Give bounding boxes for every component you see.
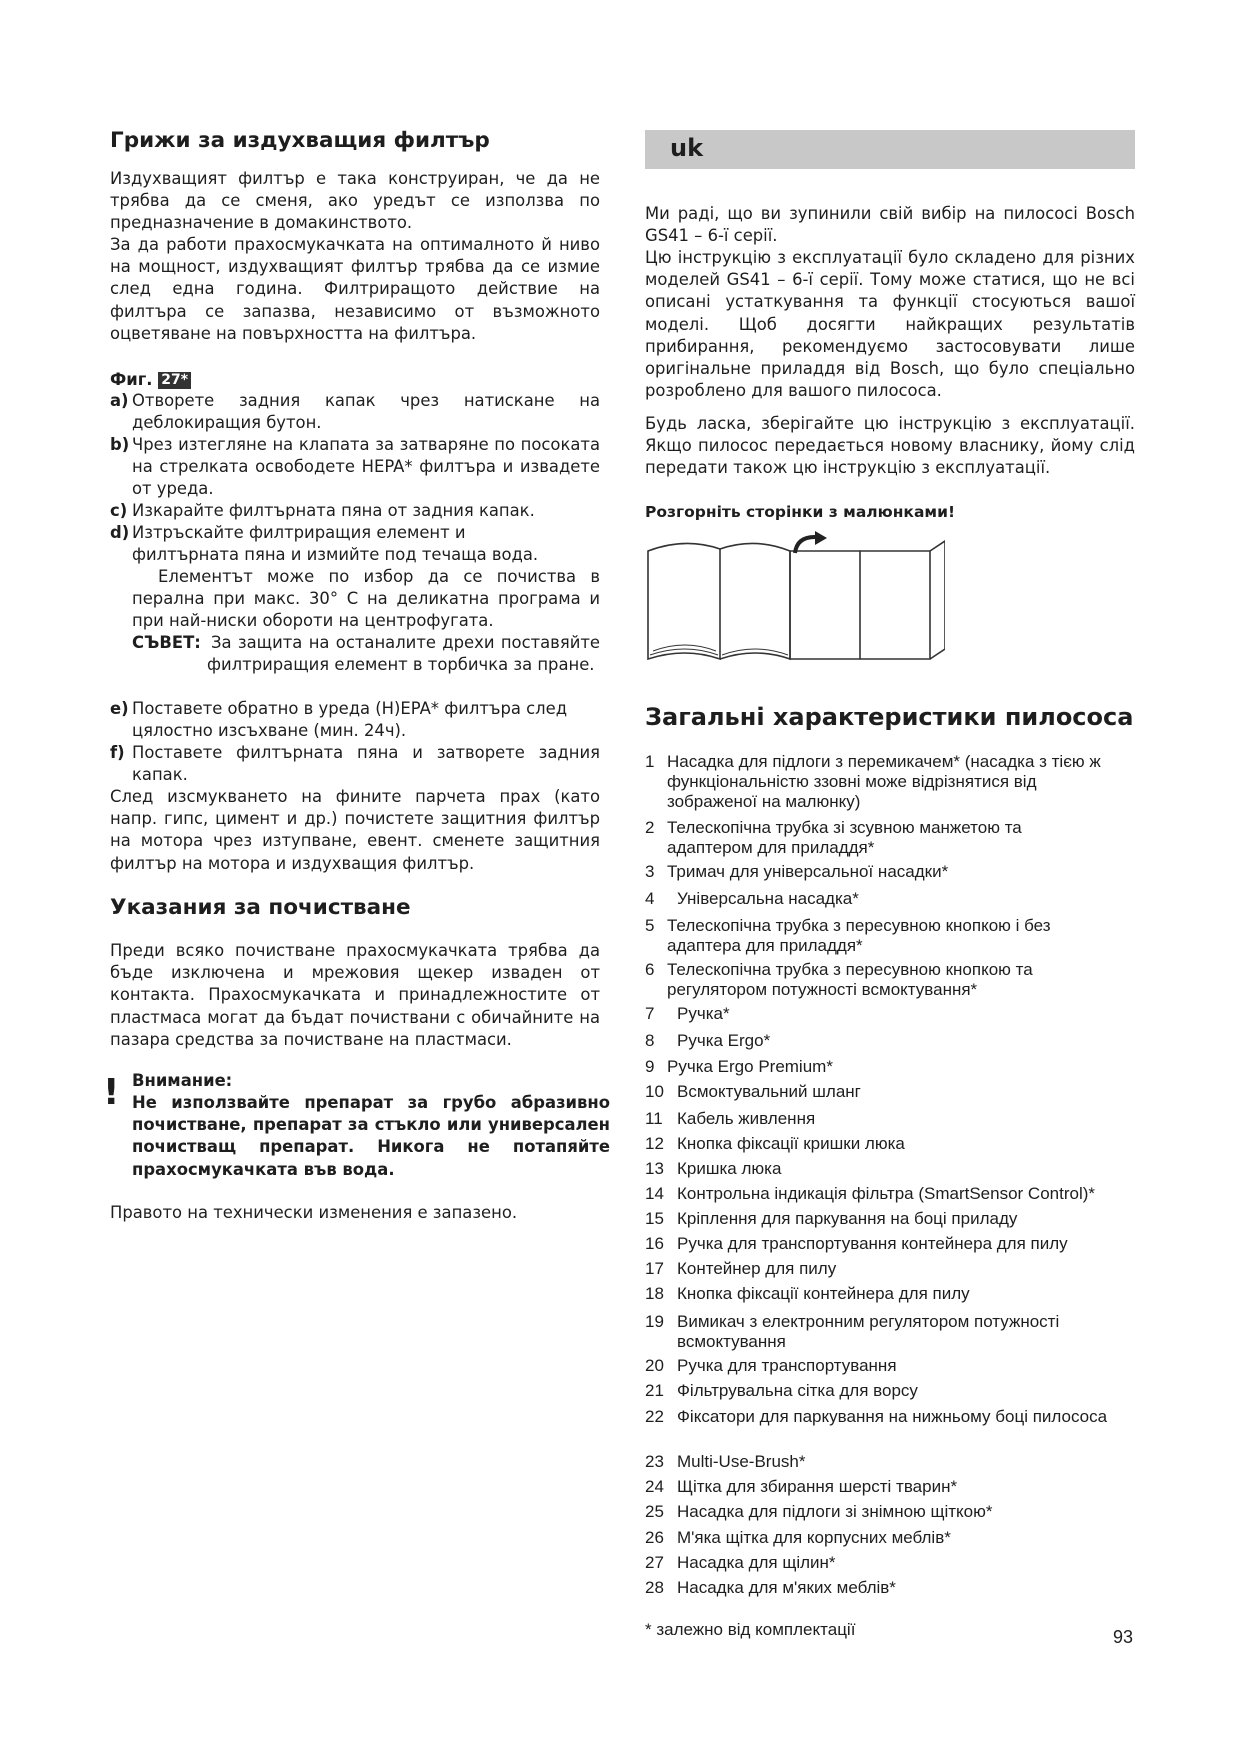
heading-exhaust-filter: Грижи за издухващия филтър xyxy=(110,128,490,153)
item-number: 13 xyxy=(645,1159,664,1178)
step-b-label: b) xyxy=(110,435,130,454)
page-right-1 xyxy=(790,551,860,659)
step-e-text: Поставете обратно в уреда (H)EPA* филтъра след цялостно изсъхване (мин. 24ч). xyxy=(132,699,568,741)
item-number: 12 xyxy=(645,1134,664,1153)
item-number: 20 xyxy=(645,1356,664,1375)
page-right-2 xyxy=(860,551,930,659)
item-text: М'яка щітка для корпусних меблів* xyxy=(677,1528,951,1547)
item-text: Вимикач з електронним регулятором потужності всмоктування xyxy=(677,1312,1060,1351)
item-text: Кабель живлення xyxy=(677,1109,816,1128)
warning-text: Не използвайте препарат за грубо абразивно почистване, препарат за стъкло или универсален почистващ препарат. Никога не потапяйте прахосмукачката във вода. xyxy=(132,1093,610,1179)
page-left-1 xyxy=(648,543,720,659)
item-text: Всмоктувальний шланг xyxy=(677,1082,861,1101)
language-bar xyxy=(645,130,1135,169)
item-text: Телескопічна трубка зі зсувною манжетою та адаптером для приладдя* xyxy=(667,818,1022,857)
warning-icon: ! xyxy=(103,1072,120,1113)
item-text: Кнопка фіксації кришки люка xyxy=(677,1134,905,1153)
paragraph-welcome: Ми раді, що ви зупинили свій вибір на пилососі Bosch GS41 – 6-ї серії. xyxy=(645,204,1135,246)
item-number: 5 xyxy=(645,916,655,935)
tip-label: СЪВЕТ: xyxy=(132,633,201,652)
item-number: 6 xyxy=(645,960,655,979)
item-number: 4 xyxy=(645,889,655,908)
item-text: Ручка для транспортування контейнера для пилу xyxy=(677,1234,1068,1253)
step-b xyxy=(110,434,600,499)
item-text: Тримач для універсальної насадки* xyxy=(667,862,949,881)
step-f-label: f) xyxy=(110,743,125,762)
page-left-2 xyxy=(720,543,790,659)
paragraph-motor-filter: След изсмукването на фините парчета прах (като напр. гипс, цимент и др.) почистете защитния филтър на мотора чрез изтупване, евент. сменете защитния филтър на мотора и издухващия филтър. xyxy=(110,787,600,873)
item-text: Кнопка фіксації контейнера для пилу xyxy=(677,1284,970,1303)
item-number: 22 xyxy=(645,1407,664,1426)
item-number: 15 xyxy=(645,1209,664,1228)
tip-text: За защита на останалите дрехи поставяйте филтриращия елемент в торбичка за пране. xyxy=(207,633,600,675)
item-text: Ручка Ergo Premium* xyxy=(667,1057,833,1076)
item-number: 26 xyxy=(645,1528,664,1547)
heading-cleaning: Указания за почистване xyxy=(110,895,411,920)
step-e-label: e) xyxy=(110,699,129,718)
step-f xyxy=(110,742,600,785)
item-text: Ручка Ergo* xyxy=(677,1031,771,1050)
item-number: 17 xyxy=(645,1259,664,1278)
item-number: 19 xyxy=(645,1312,664,1331)
step-d-washing-note: Елементът може по избор да се почиства в перална при макс. 30° C на деликатна програма и при най-ниски обороти на центрофугата. xyxy=(132,567,600,631)
item-text: Насадка для підлоги з перемикачем* (насадка з тією ж функціональністю ззовні може відрізнятися від зображеної на малюнку) xyxy=(667,752,1101,811)
step-a xyxy=(110,390,600,433)
item-number: 8 xyxy=(645,1031,655,1050)
unfold-pages-note: Розгорніть сторінки з малюнками! xyxy=(645,503,956,521)
item-number: 28 xyxy=(645,1578,664,1597)
step-d-text: Изтръскайте филтриращия елемент и филтърната пяна и измийте под течаща вода. xyxy=(132,523,539,565)
step-d-label: d) xyxy=(110,523,130,542)
item-number: 23 xyxy=(645,1452,664,1471)
step-d xyxy=(110,522,600,565)
figure-reference xyxy=(110,369,191,391)
page-number: 93 xyxy=(1113,1627,1134,1647)
item-text: Насадка для м'яких меблів* xyxy=(677,1578,896,1597)
item-number: 11 xyxy=(645,1109,663,1128)
item-number: 18 xyxy=(645,1284,664,1303)
item-text: Телескопічна трубка з пересувною кнопкою та регулятором потужності всмоктування* xyxy=(667,960,1033,999)
footnote: * залежно від комплектації xyxy=(645,1620,856,1639)
item-number: 14 xyxy=(645,1184,664,1203)
item-number: 27 xyxy=(645,1553,664,1572)
item-text: Телескопічна трубка з пересувною кнопкою і без адаптера для приладдя* xyxy=(667,916,1051,955)
paragraph-rights-reserved: Правото на технически изменения е запазено. xyxy=(110,1203,518,1222)
item-number: 1 xyxy=(645,752,655,771)
step-c-text: Изкарайте филтърната пяна от задния капак. xyxy=(132,501,535,520)
paragraph-filter-intro: Издухващият филтър е така конструиран, че да не трябва да се сменя, ако уредът се използва по предназначение в домакинството. xyxy=(110,169,600,233)
item-text: Фільтрувальна сітка для ворсу xyxy=(677,1381,918,1400)
paragraph-keep-manual: Будь ласка, зберігайте цю інструкцію з експлуатації. Якщо пилосос передається новому власнику, йому слід передати також цю інструкцію з експлуатації. xyxy=(645,414,1135,478)
step-a-label: a) xyxy=(110,391,129,410)
item-number: 9 xyxy=(645,1057,655,1076)
item-text: Насадка для щілин* xyxy=(677,1553,836,1572)
language-code: uk xyxy=(670,134,704,162)
figure-number-badge: 27* xyxy=(158,372,191,389)
item-text: Універсальна насадка* xyxy=(677,889,859,908)
item-text: Кріплення для паркування на боці приладу xyxy=(677,1209,1018,1228)
item-text: Контейнер для пилу xyxy=(677,1259,837,1278)
paragraph-models: Цю інструкцію з експлуатації було складено для різних моделей GS41 – 6-ї серії. Тому може статися, що не всі описані устаткування та функції стосуються вашої моделі. Щоб досягти найкращих результатів прибирання, рекомендуємо застосовувати лише оригінальне приладдя від Bosch, що було спеціально розроблено для вашого пилососа. xyxy=(645,248,1135,401)
tip xyxy=(132,632,600,675)
paragraph-cleaning: Преди всяко почистване прахосмукачката трябва да бъде изключена и мрежовия щекер изваден от контакта. Прахосмукачката и принадлежностите от пластмаса могат да бъдат почиствани с обичайните на пазара средства за почистване на пластмаси. xyxy=(110,941,600,1049)
item-number: 7 xyxy=(645,1004,655,1023)
step-f-text: Поставете филтърната пяна и затворете задния капак. xyxy=(132,743,600,785)
page-fold-edge xyxy=(930,541,945,659)
item-text: Ручка для транспортування xyxy=(677,1356,897,1375)
item-number: 2 xyxy=(645,818,655,837)
item-number: 10 xyxy=(645,1082,664,1101)
step-e xyxy=(110,698,600,741)
heading-general-characteristics: Загальні характеристики пилососа xyxy=(645,703,1134,731)
step-c-label: c) xyxy=(110,501,128,520)
warning-title: Внимание: xyxy=(132,1071,233,1090)
item-text: Насадка для підлоги зі знімною щіткою* xyxy=(677,1502,993,1521)
item-text: Кришка люка xyxy=(677,1159,782,1178)
item-text: Контрольна індикація фільтра (SmartSensor Control)* xyxy=(677,1184,1095,1203)
step-a-text: Отворете задния капак чрез натискане на деблокиращия бутон. xyxy=(132,391,600,433)
paragraph-filter-wash: За да работи прахосмукачката на оптималното й ниво на мощност, издухващият филтър трябва да се измие след една година. Филтриращото действие на филтъра се запазва, независимо от възможното оцветяване на повърхността на филтъра. xyxy=(110,235,600,343)
item-number: 3 xyxy=(645,862,655,881)
item-text: Ручка* xyxy=(677,1004,730,1023)
item-number: 16 xyxy=(645,1234,664,1253)
item-number: 24 xyxy=(645,1477,664,1496)
unfold-pages-illustration xyxy=(645,531,945,661)
step-b-text: Чрез изтегляне на клапата за затваряне по посоката на стрелката освободете HEPA* филтъра и извадете от уреда. xyxy=(132,435,600,499)
item-text: Фіксатори для паркування на нижньому боці пилососа xyxy=(677,1407,1108,1426)
item-text: Multi-Use-Brush* xyxy=(677,1452,806,1471)
item-number: 25 xyxy=(645,1502,664,1521)
figure-label: Фиг. xyxy=(110,370,153,389)
item-text: Щітка для збирання шерсті тварин* xyxy=(677,1477,958,1496)
item-number: 21 xyxy=(645,1381,664,1400)
step-c xyxy=(110,500,600,522)
